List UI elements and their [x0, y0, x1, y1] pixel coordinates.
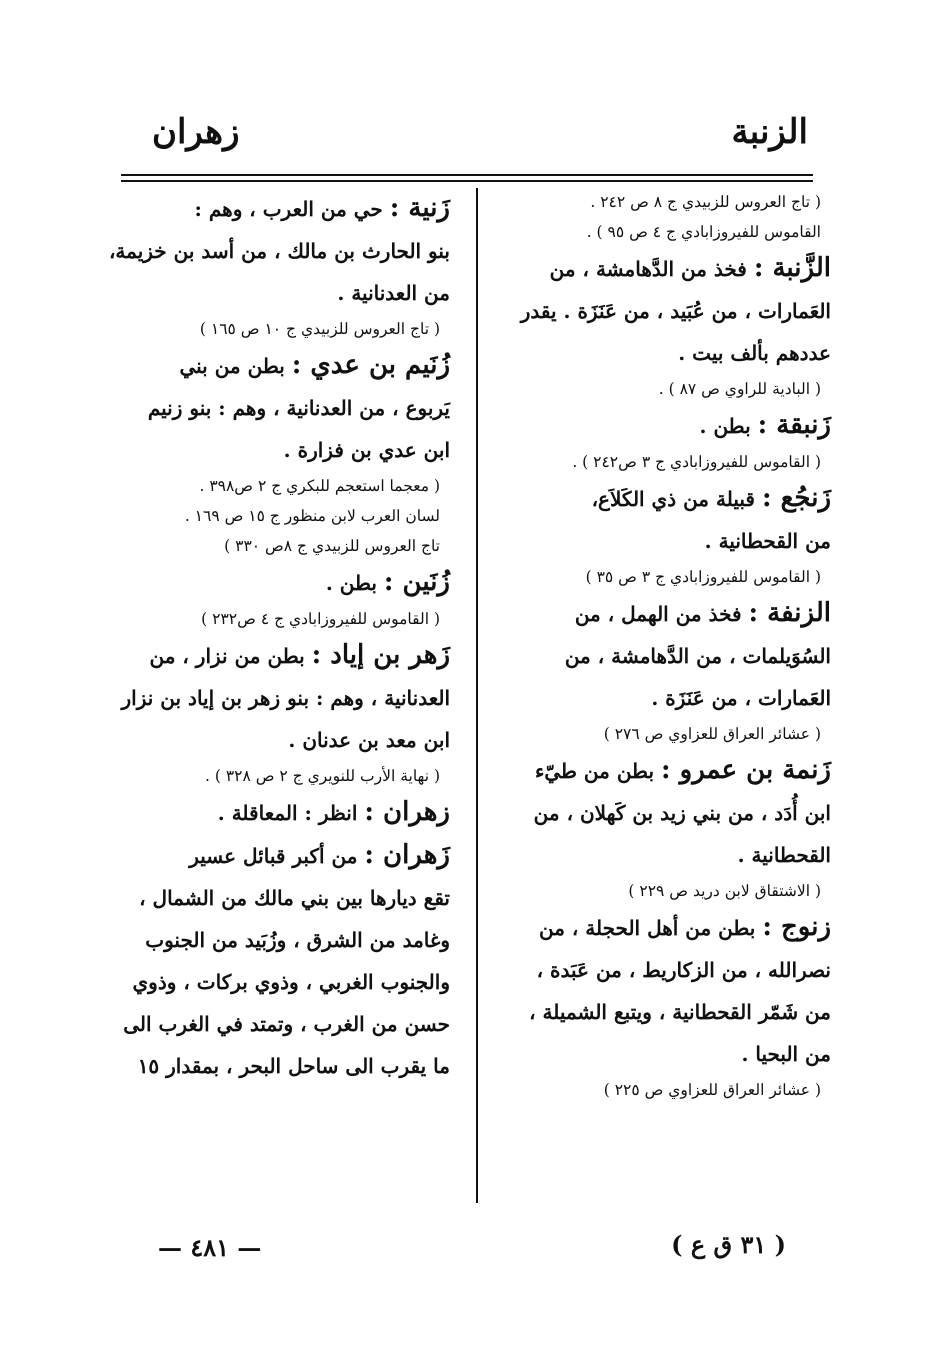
entry-line-text: والجنوب الغربي ، وذوي بركات ، وذوي	[132, 970, 450, 994]
reference-line: ( عشائر العراق للعزاوي ص ٢٧٦ )	[603, 725, 821, 743]
entry-line	[108, 230, 450, 272]
entry-headword: زُنَين :	[383, 567, 450, 597]
entry-line	[108, 429, 450, 471]
entry-headword: زَنبقة :	[757, 410, 831, 440]
dictionary-entry	[108, 344, 450, 561]
dictionary-entry	[486, 187, 831, 247]
entry-reference	[486, 562, 831, 592]
entry-line	[486, 290, 831, 332]
entry-headword: زَنجُع :	[761, 483, 831, 513]
entry-line	[108, 677, 450, 719]
entry-body	[486, 906, 831, 1075]
entry-body	[108, 634, 450, 761]
entry-headword: الزَّنبة :	[753, 253, 831, 283]
reference-line: ( القاموس للفيروزابادي ج ٣ ص ٣٥ )	[585, 568, 821, 586]
entry-line-text: يَربوع ، من العدنانية ، وهم : بنو زنيم	[147, 396, 450, 420]
entry-line	[486, 906, 831, 949]
entry-line	[486, 592, 831, 635]
entry-line-text: ابن أُدَد ، من بني زيد بن كَهلان ، من	[533, 801, 831, 825]
entry-line-text: قبيلة من ذي الكَلاَع،	[591, 487, 755, 511]
entry-line	[108, 187, 450, 230]
dictionary-entry	[486, 749, 831, 906]
column-divider	[476, 188, 478, 1203]
entry-line-text: انظر : المعاقلة .	[217, 801, 358, 825]
entry-reference	[486, 876, 831, 906]
entry-line	[486, 677, 831, 719]
header-rule-bottom	[121, 180, 813, 182]
entry-line	[108, 1003, 450, 1045]
entry-line	[108, 791, 450, 834]
entry-line	[486, 1033, 831, 1075]
dictionary-entry	[486, 477, 831, 592]
entry-line-text: من شَمّر القحطانية ، ويتبع الشميلة ،	[529, 1000, 831, 1024]
entry-line-text: حي من العرب ، وهم :	[194, 197, 383, 221]
entry-reference	[486, 374, 831, 404]
entry-line	[108, 877, 450, 919]
entry-line-text: ابن معد بن عدنان .	[288, 728, 450, 752]
running-head-left: زهران	[152, 112, 240, 152]
entry-line	[108, 272, 450, 314]
entry-line-text: بطن من طيّء	[534, 759, 655, 783]
entry-line-text: بنو الحارث بن مالك ، من أسد بن خزيمة،	[108, 239, 450, 263]
entry-line-text: بطن .	[325, 571, 377, 595]
reference-line: ( نهاية الأرب للنويري ج ٢ ص ٣٢٨ ) .	[205, 767, 440, 785]
entry-headword: زُنَيم بن عدي :	[291, 350, 450, 380]
signature-mark: ( ٣١ ق ع )	[671, 1230, 786, 1259]
entry-body	[108, 344, 450, 471]
entry-line-text: بطن .	[699, 414, 751, 438]
entry-reference	[108, 604, 450, 634]
reference-line: لسان العرب لابن منظور ج ١٥ ص ١٦٩ .	[184, 507, 440, 525]
entry-line	[486, 404, 831, 447]
entry-line	[108, 834, 450, 877]
entry-line	[108, 344, 450, 387]
entry-headword: زَنمة بن عمرو :	[661, 755, 831, 785]
entry-line	[486, 477, 831, 520]
entry-body	[486, 477, 831, 562]
entry-line	[108, 634, 450, 677]
entry-line	[108, 919, 450, 961]
entry-line	[108, 1045, 450, 1087]
entry-line	[486, 834, 831, 876]
reference-line: ( القاموس للفيروزابادي ج ٤ ص٢٣٢ )	[201, 610, 440, 628]
entry-line-text: نصرالله ، من الزكاريط ، من عَبَدة ،	[536, 958, 831, 982]
entry-line-text: بطن من نزار ، من	[149, 644, 305, 668]
reference-line: تاج العروس للزبيدي ج ٨ص ٣٣٠ )	[224, 537, 440, 555]
dictionary-entry	[486, 247, 831, 404]
entry-body	[486, 247, 831, 374]
entry-line-text: فخذ من الدَّهامشة ، من	[549, 257, 747, 281]
entry-line-text: بطن من بني	[179, 354, 285, 378]
entry-line-text: ما يقرب الى ساحل البحر ، بمقدار ١٥	[137, 1054, 450, 1078]
entry-line-text: تقع ديارها بين بني مالك من الشمال ،	[139, 886, 450, 910]
entry-line	[108, 719, 450, 761]
reference-line: ( القاموس للفيروزابادي ج ٣ ص٢٤٢ ) .	[572, 453, 821, 471]
entry-line-text: ابن عدي بن فزارة .	[283, 438, 450, 462]
dictionary-entry	[108, 561, 450, 634]
dictionary-entry	[486, 404, 831, 477]
entry-reference	[108, 471, 450, 561]
dictionary-entry	[108, 187, 450, 344]
entry-line	[108, 961, 450, 1003]
dictionary-entry	[486, 592, 831, 749]
entry-line-text: بطن من أهل الحجلة ، من	[538, 916, 756, 940]
entry-headword: زنوج :	[762, 912, 831, 942]
entry-reference	[486, 187, 831, 247]
entry-line	[486, 247, 831, 290]
entry-line	[108, 561, 450, 604]
entry-headword: زهران :	[364, 797, 450, 827]
entry-body	[108, 187, 450, 314]
reference-line: ( عشائر العراق للعزاوي ص ٢٢٥ )	[603, 1081, 821, 1099]
reference-line: ( تاج العروس للزبيدي ج ٨ ص ٢٤٢ .	[590, 193, 821, 211]
entry-line-text: القحطانية .	[737, 843, 831, 867]
entry-body	[486, 592, 831, 719]
entry-reference	[108, 761, 450, 791]
right-column	[486, 187, 831, 1105]
entry-line-text: العدنانية ، وهم : بنو زهر بن إياد بن نزار	[121, 686, 450, 710]
entry-line-text: عددهم بألف بيت .	[678, 341, 831, 365]
entry-line-text: من العدنانية .	[337, 281, 450, 305]
reference-line: القاموس للفيروزابادي ج ٤ ص ٩٥ ) .	[586, 223, 821, 241]
entry-line	[486, 792, 831, 834]
entry-line	[486, 949, 831, 991]
entry-headword: الزنفة :	[748, 598, 831, 628]
entry-line	[486, 749, 831, 792]
entry-line-text: من أكبر قبائل عسير	[189, 844, 358, 868]
reference-line: ( الاشتقاق لابن دريد ص ٢٢٩ )	[628, 882, 821, 900]
page-number: — ٤٨١ —	[158, 1233, 262, 1262]
entry-line	[486, 332, 831, 374]
entry-reference	[108, 314, 450, 344]
entry-reference	[486, 1075, 831, 1105]
entry-line	[108, 387, 450, 429]
running-head-right: الزنبة	[731, 112, 808, 152]
dictionary-entry	[108, 634, 450, 791]
entry-line	[486, 635, 831, 677]
entry-line-text: حسن من الغرب ، وتمتد في الغرب الى	[123, 1012, 450, 1036]
entry-body	[108, 561, 450, 604]
entry-line	[486, 520, 831, 562]
reference-line: ( تاج العروس للزبيدي ج ١٠ ص ١٦٥ )	[199, 320, 440, 338]
entry-line-text: من القحطانية .	[704, 529, 831, 553]
entry-body	[486, 749, 831, 876]
entry-line-text: من البحيا .	[741, 1042, 831, 1066]
entry-line-text: العَمارات ، من عُبَيد ، من عَنَزَة . يقدر	[520, 299, 831, 323]
entry-body	[108, 834, 450, 1087]
entry-headword: زَهران :	[364, 840, 450, 870]
dictionary-entry	[108, 834, 450, 1087]
left-column	[108, 187, 458, 1087]
entry-body	[486, 404, 831, 447]
reference-line: ( البادية للراوي ص ٨٧ ) .	[658, 380, 821, 398]
dictionary-entry	[108, 791, 450, 834]
dictionary-entry	[486, 906, 831, 1105]
header-rule-top	[121, 174, 813, 176]
entry-reference	[486, 447, 831, 477]
entry-line-text: فخذ من الهمل ، من	[574, 602, 742, 626]
entry-line	[486, 991, 831, 1033]
reference-line: ( معجما استعجم للبكري ج ٢ ص٣٩٨ .	[199, 477, 440, 495]
entry-headword: زَهر بن إياد :	[311, 640, 450, 670]
entry-line-text: وغامد من الشرق ، وزُبَيد من الجنوب	[145, 928, 450, 952]
entry-reference	[486, 719, 831, 749]
entry-headword: زَنية :	[389, 193, 450, 223]
entry-body	[108, 791, 450, 834]
entry-line-text: العَمارات ، من عَنَزَة .	[651, 686, 831, 710]
entry-line-text: السُوَيلمات ، من الدَّهامشة ، من	[564, 644, 831, 668]
